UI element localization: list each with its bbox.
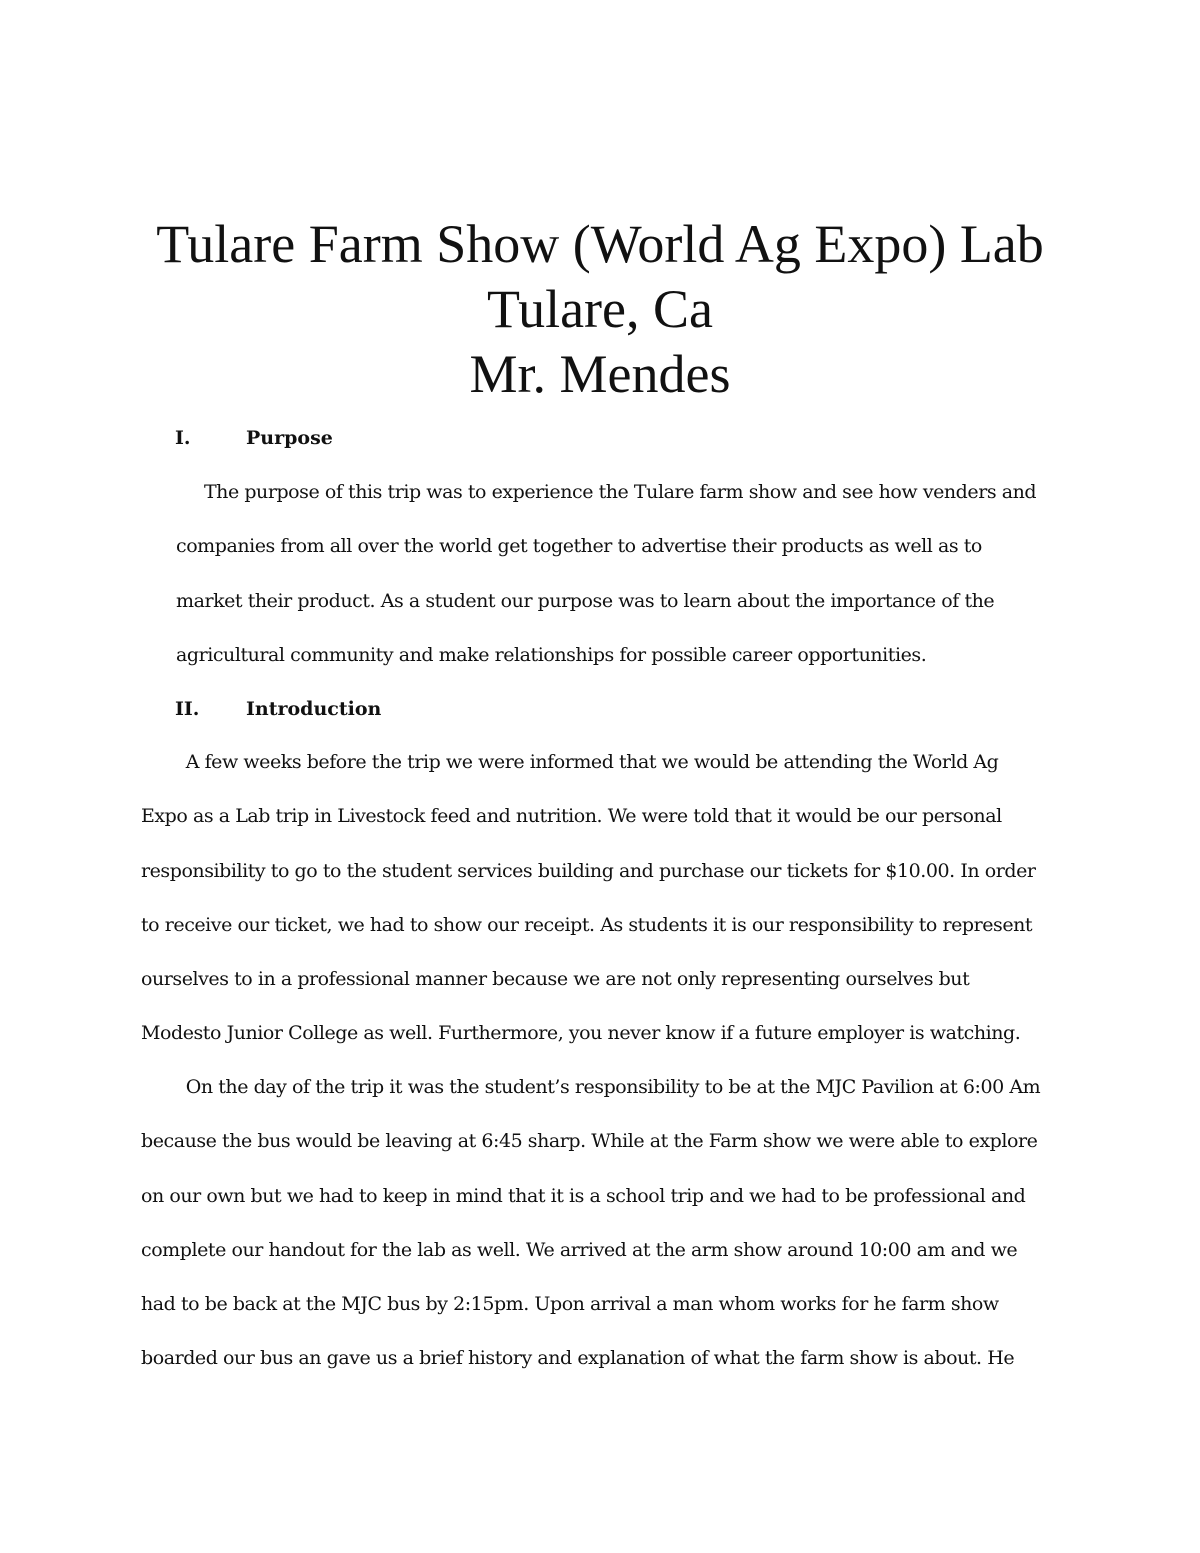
title-instructor: Mr. Mendes <box>469 344 731 404</box>
paragraph-line: A few weeks before the trip we were informed that we would be attending the World Ag <box>141 751 999 773</box>
paragraph-line: responsibility to go to the student services building and purchase our tickets for $10.00. In order <box>141 859 1036 882</box>
section-number: I. <box>175 427 191 449</box>
trip-day-paragraph <box>141 1060 1040 1386</box>
paragraph-line: companies from all over the world get together to advertise their products as well as to <box>176 535 982 558</box>
paragraph-line: to receive our ticket, we had to show our receipt. As students it is our responsibility to represent <box>141 913 1033 936</box>
title-line: Tulare Farm Show (World Ag Expo) Lab <box>156 214 1044 274</box>
paragraph-line: On the day of the trip it was the student’s responsibility to be at the MJC Pavilion at 6:00 Am <box>141 1076 1041 1098</box>
paragraph-line: market their product. As a student our purpose was to learn about the importance of the <box>176 589 995 612</box>
section-title: Introduction <box>246 698 382 720</box>
paragraph-line: because the bus would be leaving at 6:45 sharp. While at the Farm show we were able to explore <box>141 1130 1038 1153</box>
purpose-paragraph <box>176 465 1036 682</box>
paragraph-line: had to be back at the MJC bus by 2:15pm. Upon arrival a man whom works for he farm show <box>141 1293 999 1316</box>
section-heading-purpose <box>175 426 333 450</box>
paragraph-line: ourselves to in a professional manner because we are not only representing ourselves but <box>141 968 970 991</box>
paragraph-line: complete our handout for the lab as well. We arrived at the arm show around 10:00 am and we <box>141 1238 1018 1261</box>
paragraph-line: Expo as a Lab trip in Livestock feed and nutrition. We were told that it would be our personal <box>141 805 1002 828</box>
paragraph-line: Modesto Junior College as well. Furthermore, you never know if a future employer is watching. <box>141 1022 1021 1045</box>
paragraph-line: agricultural community and make relationships for possible career opportunities. <box>176 643 927 666</box>
paragraph-line: The purpose of this trip was to experience the Tulare farm show and see how venders and <box>176 481 1037 503</box>
document-title <box>100 212 1100 407</box>
title-location: Tulare, Ca <box>487 279 713 339</box>
section-number: II. <box>175 698 200 720</box>
introduction-paragraph <box>141 735 1036 1061</box>
paragraph-line: boarded our bus an gave us a brief history and explanation of what the farm show is about. He <box>141 1347 1015 1370</box>
paragraph-line: on our own but we had to keep in mind that it is a school trip and we had to be professional and <box>141 1184 1026 1207</box>
section-title: Purpose <box>246 427 333 449</box>
section-heading-introduction <box>175 697 381 721</box>
